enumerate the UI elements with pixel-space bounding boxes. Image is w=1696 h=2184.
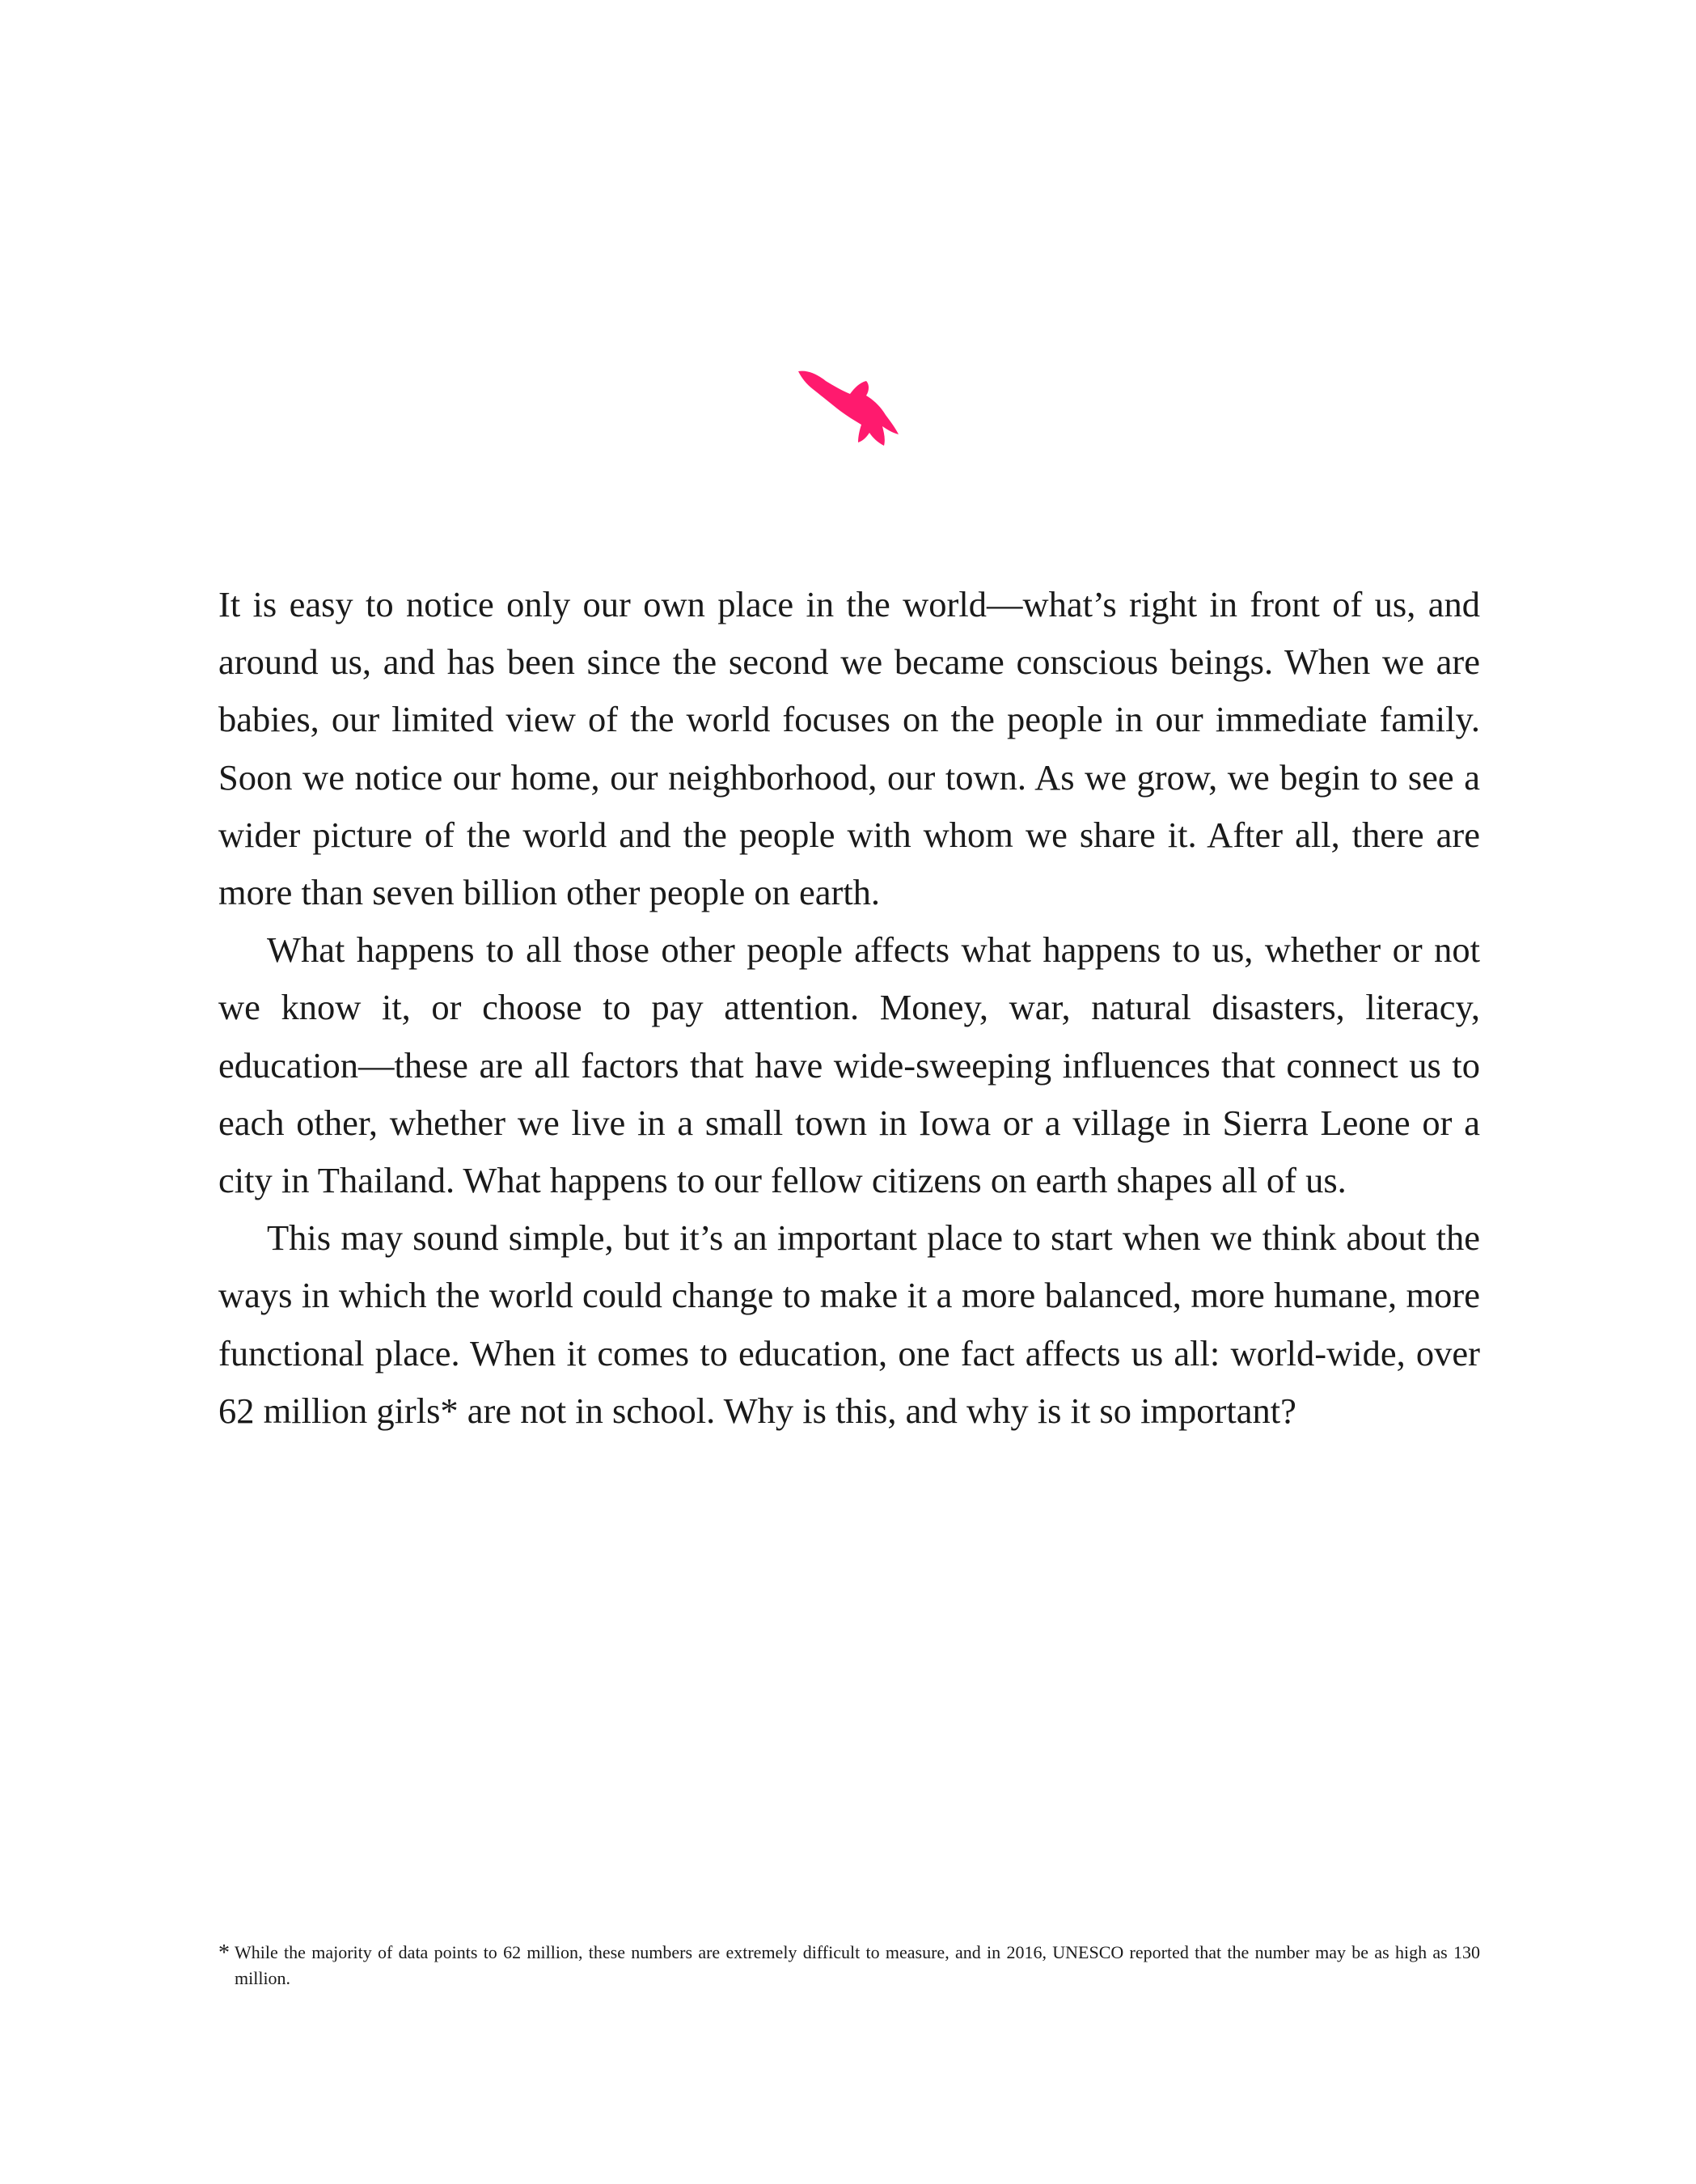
paragraph-1: It is easy to notice only our own place in the world—what’s right in front of us, and around us, and has been since the second we became conscious beings. When we are babies, our limited view of the world focuses on the people in our immediate family. Soon we notice our home, our neighborhood, our town. As we grow, we begin to see a wider picture of the world and the people with whom we share it. After all, there are more than seven billion other people on earth.	[218, 584, 1480, 913]
footnote	[218, 1940, 1480, 1991]
body-text	[218, 576, 1480, 1440]
footnote-text: While the majority of data points to 62 million, these numbers are extremely difficult to measure, and in 2016, UNESCO reported that the number may be as high as 130 million.	[235, 1942, 1480, 1988]
paragraph-2: What happens to all those other people affects what happens to us, whether or not we know it, or choose to pay attention. Money, war, natural disasters, literacy, education—these are all factors that have wide-sweeping influences that connect us to each other, whether we live in a small town in Iowa or a village in Sierra Leone or a city in Thailand. What happens to our fellow citizens on earth shapes all of us.	[218, 929, 1480, 1201]
footnote-marker: *	[218, 1941, 230, 1966]
paragraph-3: This may sound simple, but it’s an important place to start when we think about the ways in which the world could change to make it a more balanced, more humane, more functional place. When it comes to education, one fact affects us all: world-wide, over 62 million girls* are not in school. Why is this, and why is it so important?	[218, 1217, 1480, 1431]
bird-icon	[797, 368, 900, 449]
